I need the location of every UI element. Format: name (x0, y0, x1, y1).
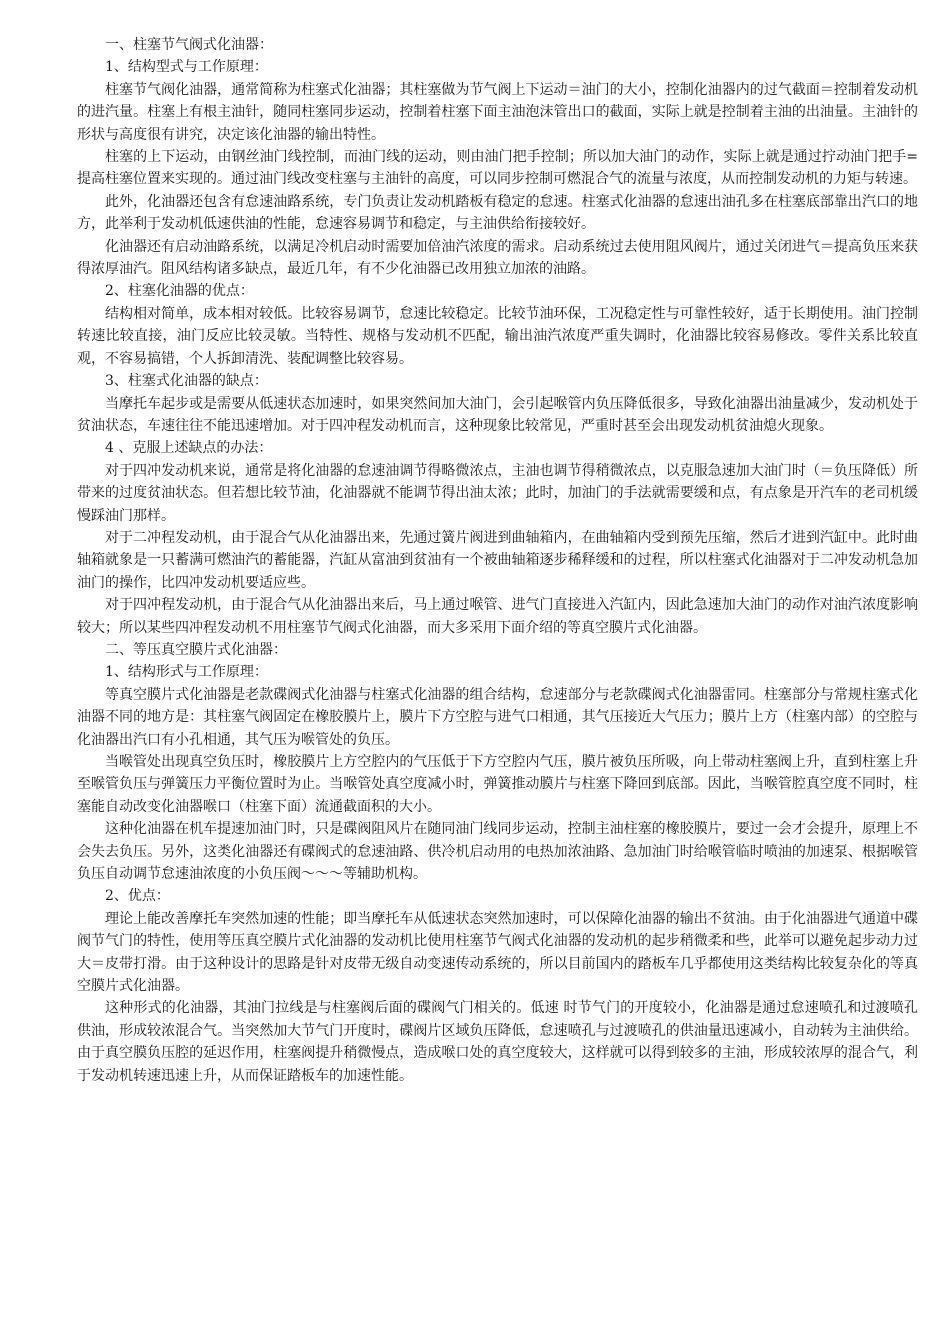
paragraph: 结构相对简单，成本相对较低。比较容易调节，怠速比较稳定。比较节油环保，工况稳定性与可靠性较好，适于长期使用。油门控制转速比较直接，油门反应比较灵敏。当特性、规格与发动机不匹配，输出油汽浓度严重失调时，化油器比较容易修改。零件关系比较直观，不容易搞错，个人拆卸清洗、装配调整比较容易。 (77, 305, 918, 367)
paragraph: 对于四冲程发动机，由于混合气从化油器出来后，马上通过喉管、进气门直接进入汽缸内，因此急速加大油门的动作对油汽浓度影响较大；所以某些四冲程发动机不用柱塞节气阀式化油器，而大多采用下面介绍的等真空膜片式化油器。 (77, 597, 918, 636)
paragraph: 对于二冲程发动机，由于混合气从化油器出来，先通过簧片阀进到曲轴箱内，在曲轴箱内受到预先压缩，然后才进到汽缸中。此时曲轴箱就象是一只蓄满可燃油汽的蓄能器，汽缸从富油到贫油有一个被曲轴箱逐步稀释缓和的过程，所以柱塞式化油器对于二冲发动机急加油门的操作，比四冲发动机要适应些。 (77, 529, 918, 591)
paragraph: 当喉管处出现真空负压时，橡胶膜片上方空腔内的气压低于下方空腔内气压，膜片被负压所吸，向上带动柱塞阀上升，直到柱塞上升至喉管负压与弹簧压力平衡位置时为止。当喉管处真空度减小时，弹簧推动膜片与柱塞下降回到底部。因此，当喉管腔真空度不同时，柱塞能自动改变化油器喉口（柱塞下面）流通截面积的大小。 (77, 754, 918, 815)
paragraph: 化油器还有启动油路系统，以满足冷机启动时需要加倍油汽浓度的需求。启动系统过去使用阻风阀片，通过关闭进气＝提高负压来获得浓厚油汽。阻风结构诸多缺点，最近几年，有不少化油器已改用独立加浓的油路。 (77, 238, 918, 278)
section-heading-1: 一、柱塞节气阀式化油器： (105, 37, 273, 53)
paragraph: 对于四冲发动机来说，通常是将化油器的怠速油调节得略微浓点，主油也调节得稍微浓点，以克服急速加大油门时（＝负压降低）所带来的过度贫油状态。但若想比较节油，化油器就不能调节得出油太浓；此时，加油门的手法就需要缓和点，有点象是开汽车的老司机缓慢踩油门那样。 (77, 462, 918, 524)
paragraph: 柱塞的上下运动，由钢丝油门线控制，而油门线的运动，则由油门把手控制；所以加大油门的动作，实际上就是通过拧动油门把手=提高柱塞位置来实现的。通过油门线改变柱塞与主油针的高度，可以同步控制可燃混合气的流量与浓度，从而控制发动机的力矩与转速。 (77, 149, 918, 188)
subsection-heading-1-4: 4 、克服上述缺点的办法： (105, 440, 273, 457)
paragraph: 这种化油器在机车提速加油门时，只是碟阀阻风片在随同油门线同步运动，控制主油柱塞的橡胶膜片，要过一会才会提升，原理上不会失去负压。另外，这类化油器还有碟阀式的怠速油路、供冷机启动用的电热加浓油路、急加油门时给喉管临时喷油的加速泵、根据喉管负压自动调节怠速油浓度的小负压阀～～～等辅助机构。 (77, 821, 918, 883)
subsection-heading-1-2: 2、柱塞化油器的优点： (105, 283, 254, 300)
paragraph: 柱塞节气阀化油器，通常简称为柱塞式化油器；其柱塞做为节气阀上下运动＝油门的大小，控制化油器内的过气截面＝控制着发动机的进汽量。柱塞上有根主油针，随同柱塞同步运动，控制着柱塞下面主油泡沫管出口的截面，实际上就是控制着主油的出油量。主油针的形状与高度很有讲究，决定该化油器的输出特性。 (77, 81, 918, 143)
paragraph: 这种形式的化油器，其油门拉线是与柱塞阀后面的碟阀气门相关的。低速 时节气门的开度较小，化油器是通过怠速喷孔和过渡喷孔供油，形成较浓混合气。当突然加大节气门开度时，碟阀片区域负压降低，怠速喷孔与过渡喷孔的供油量迅速减小，自动转为主油供给。由于真空膜负压腔的延迟作用，柱塞阀提升稍微慢点，造成喉口处的真空度较大，这样就可以得到较多的主油，形成较浓厚的混合气，利于发动机转速迅速上升，从而保证踏板车的加速性能。 (77, 1000, 918, 1084)
document-body (77, 34, 918, 1087)
subsection-heading-2-2: 2、优点： (105, 888, 170, 905)
section-heading-2: 二、等压真空膜片式化油器： (105, 641, 287, 658)
paragraph: 当摩托车起步或是需要从低速状态加速时，如果突然间加大油门，会引起喉管内负压降低很多，导致化油器出油量减少，发动机处于贫油状态，车速往往不能迅速增加。对于四冲程发动机而言，这种现象比较常见，严重时甚至会出现发动机贫油熄火现象。 (77, 395, 918, 434)
subsection-heading-1-3: 3、柱塞式化油器的缺点： (105, 373, 268, 390)
paragraph: 理论上能改善摩托车突然加速的性能；即当摩托车从低速状态突然加速时，可以保障化油器的输出不贫油。由于化油器进气通道中碟阀节气门的特性，使用等压真空膜片式化油器的发动机比使用柱塞节气阀式化油器的发动机的起步稍微柔和些，此举可以避免起步动力过大＝皮带打滑。由于这种设计的思路是针对皮带无级自动变速传动系统的，所以目前国内的踏板车几乎都使用这类结构比较复杂化的等真空膜片式化油器。 (77, 910, 918, 995)
subsection-heading-1-1: 1、结构型式与工作原理： (105, 59, 268, 76)
paragraph: 此外，化油器还包含有怠速油路系统，专门负责让发动机踏板有稳定的怠速。柱塞式化油器的怠速出油孔多在柱塞底部靠出汽口的地方，此举利于发动机低速供油的性能，怠速容易调节和稳定，与主油供给衔接较好。 (77, 193, 918, 233)
subsection-heading-2-1: 1、结构形式与工作原理： (105, 664, 268, 681)
paragraph: 等真空膜片式化油器是老款碟阀式化油器与柱塞式化油器的组合结构，怠速部分与老款碟阀式化油器雷同。柱塞部分与常规柱塞式化油器不同的地方是：其柱塞气阀固定在橡胶膜片上，膜片下方空腔与进气口相通，其气压接近大气压力；膜片上方（柱塞内部）的空腔与化油器出汽口有小孔相通，其气压为喉管处的负压。 (77, 686, 918, 748)
